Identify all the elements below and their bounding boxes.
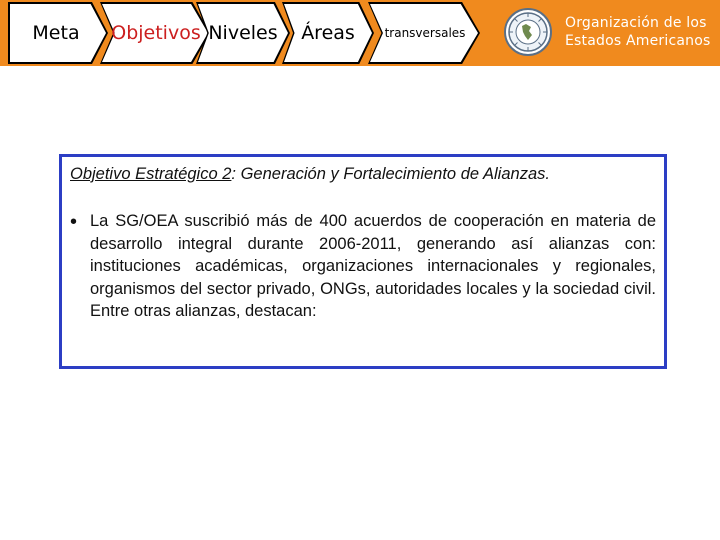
oas-seal-icon	[506, 10, 550, 54]
nav-step-transversales-label: transversales	[384, 26, 466, 40]
objective-text: : Generación y Fortalecimiento de Alianzas.	[231, 165, 550, 183]
oas-seal-logo	[504, 8, 552, 56]
content-box	[59, 154, 667, 369]
nav-step-niveles-label: Niveles	[208, 22, 278, 44]
org-name-line1: Organización de los	[565, 15, 707, 31]
org-name-line2: Estados Americanos	[565, 33, 711, 49]
bullet-marker: •	[70, 211, 78, 233]
nav-step-areas-label: Áreas	[301, 22, 355, 44]
org-name	[565, 14, 715, 50]
objective-label: Objetivo Estratégico 2	[70, 165, 232, 183]
header-bar	[0, 0, 720, 66]
body-paragraph: La SG/OEA suscribió más de 400 acuerdos de cooperación en materia de desarrollo integral durante 2006-2011, generando así alianzas con: instituciones académicas, organizaciones internacionales y regionales, organismos del sector privado, ONGs, autoridades locales y la sociedad civil. Entre otras alianzas, destacan:	[90, 212, 656, 320]
nav-step-objetivos-label: Objetivos	[111, 22, 201, 44]
objective-heading	[70, 165, 660, 184]
nav-step-meta-label: Meta	[32, 22, 80, 44]
